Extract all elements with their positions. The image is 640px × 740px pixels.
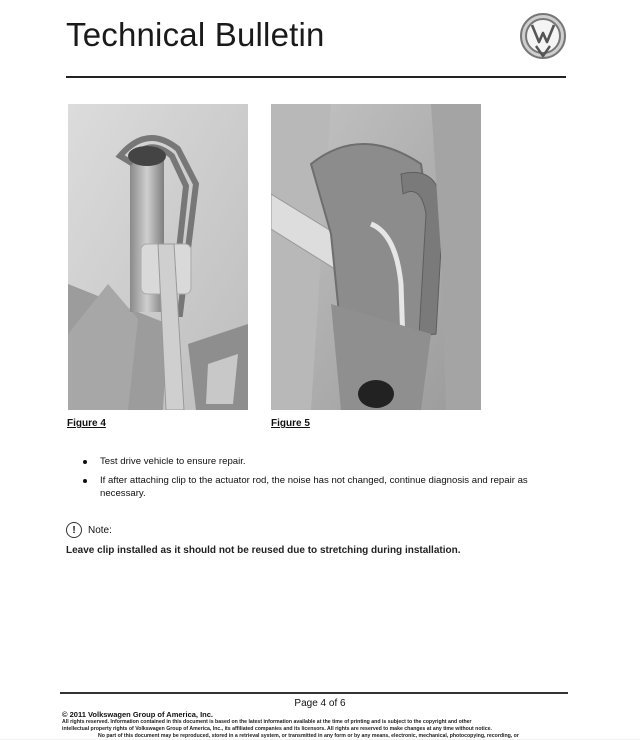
note-text: Leave clip installed as it should not be reused due to stretching during installation. [66, 545, 461, 556]
legal-line: All rights reserved. Information contained in this document is based on the latest information available at the time of printing and is subject to the copyright and other [62, 719, 472, 725]
figure-5-caption: Figure 5 [271, 418, 310, 429]
bulletin-title: Technical Bulletin [66, 16, 325, 53]
list-item: Test drive vehicle to ensure repair. [82, 455, 552, 469]
footer-divider [60, 692, 568, 694]
header-divider [66, 76, 566, 78]
figure-4-image [68, 104, 248, 410]
figure-5-image [271, 104, 481, 410]
figure-4-caption: Figure 4 [67, 418, 106, 429]
copyright-company: © 2011 Volkswagen Group of America, Inc. [62, 710, 213, 719]
page-number: Page 4 of 6 [294, 698, 346, 709]
list-item: If after attaching clip to the actuator rod, the noise has not changed, continue diagnosis and repair as necessary. [82, 474, 552, 501]
note-label: Note: [88, 524, 112, 536]
exclamation-icon: ! [66, 522, 82, 538]
instruction-list [82, 455, 552, 506]
volkswagen-logo [519, 12, 567, 60]
legal-line: No part of this document may be reproduced, stored in a retrieval system, or transmitted in any form or by any means, electronic, mechanical, photocopying, recording, or [98, 733, 519, 739]
legal-line: intellectual property rights of Volkswagen Group of America, Inc., its affiliated companies and its licensors. All rights are reserved to make changes at any time without notice. [62, 726, 492, 732]
note-header [66, 522, 112, 538]
legal-notice [62, 719, 562, 740]
